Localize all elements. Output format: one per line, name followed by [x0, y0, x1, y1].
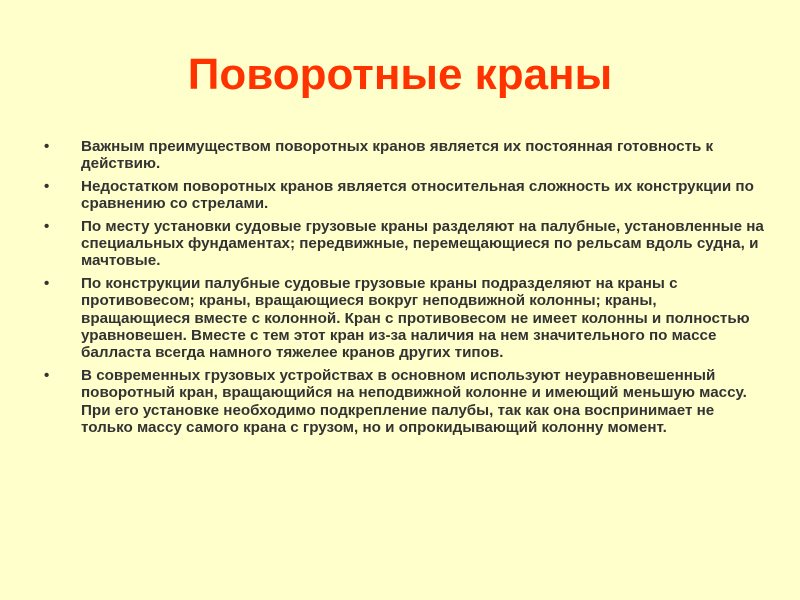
slide-title: Поворотные краны	[187, 50, 613, 99]
bullet-dot-icon: •	[44, 274, 50, 292]
bullet-text: По месту установки судовые грузовые краны разделяют на палубные, установленные на специальных фундаментах; передвижные, перемещающиеся по рельсам вдоль судна, и мачтовые.	[81, 217, 764, 270]
bullet-text: По конструкции палубные судовые грузовые краны подразделяют на краны с противовесом; краны, вращающиеся вокруг неподвижной колонны; краны, вращающиеся вместе с колонной. Кран с противовесом не имеет колонны и полностью уравновешен. Вместе с тем этот кран из-за наличия на нем значительного по массе балласта всегда намного тяжелее кранов других типов.	[81, 274, 750, 362]
bullet-dot-icon: •	[44, 217, 50, 235]
bullet-dot-icon: •	[44, 138, 50, 155]
bullet-text: В современных грузовых устройствах в основном используют неуравновешенный поворотный кран, вращающийся на неподвижной колонне и имеющий меньшую массу. При его установке необходимо подкрепление палубы, так как она воспринимает не только массу самого крана с грузом, но и опрокидывающий колонну момент.	[81, 366, 747, 437]
bullet-text: Недостатком поворотных кранов является относительная сложность их конструкции по сравнению со стрелами.	[81, 177, 754, 213]
bullet-item	[44, 367, 764, 437]
bullet-dot-icon: •	[44, 366, 50, 384]
bullet-item	[44, 218, 764, 270]
bullet-item	[44, 178, 764, 213]
bullet-list	[44, 138, 764, 442]
bullet-text: Важным преимуществом поворотных кранов является их постоянная готовность к действию.	[81, 138, 714, 173]
bullet-item	[44, 138, 764, 173]
bullet-item	[44, 275, 764, 362]
bullet-dot-icon: •	[44, 177, 50, 195]
